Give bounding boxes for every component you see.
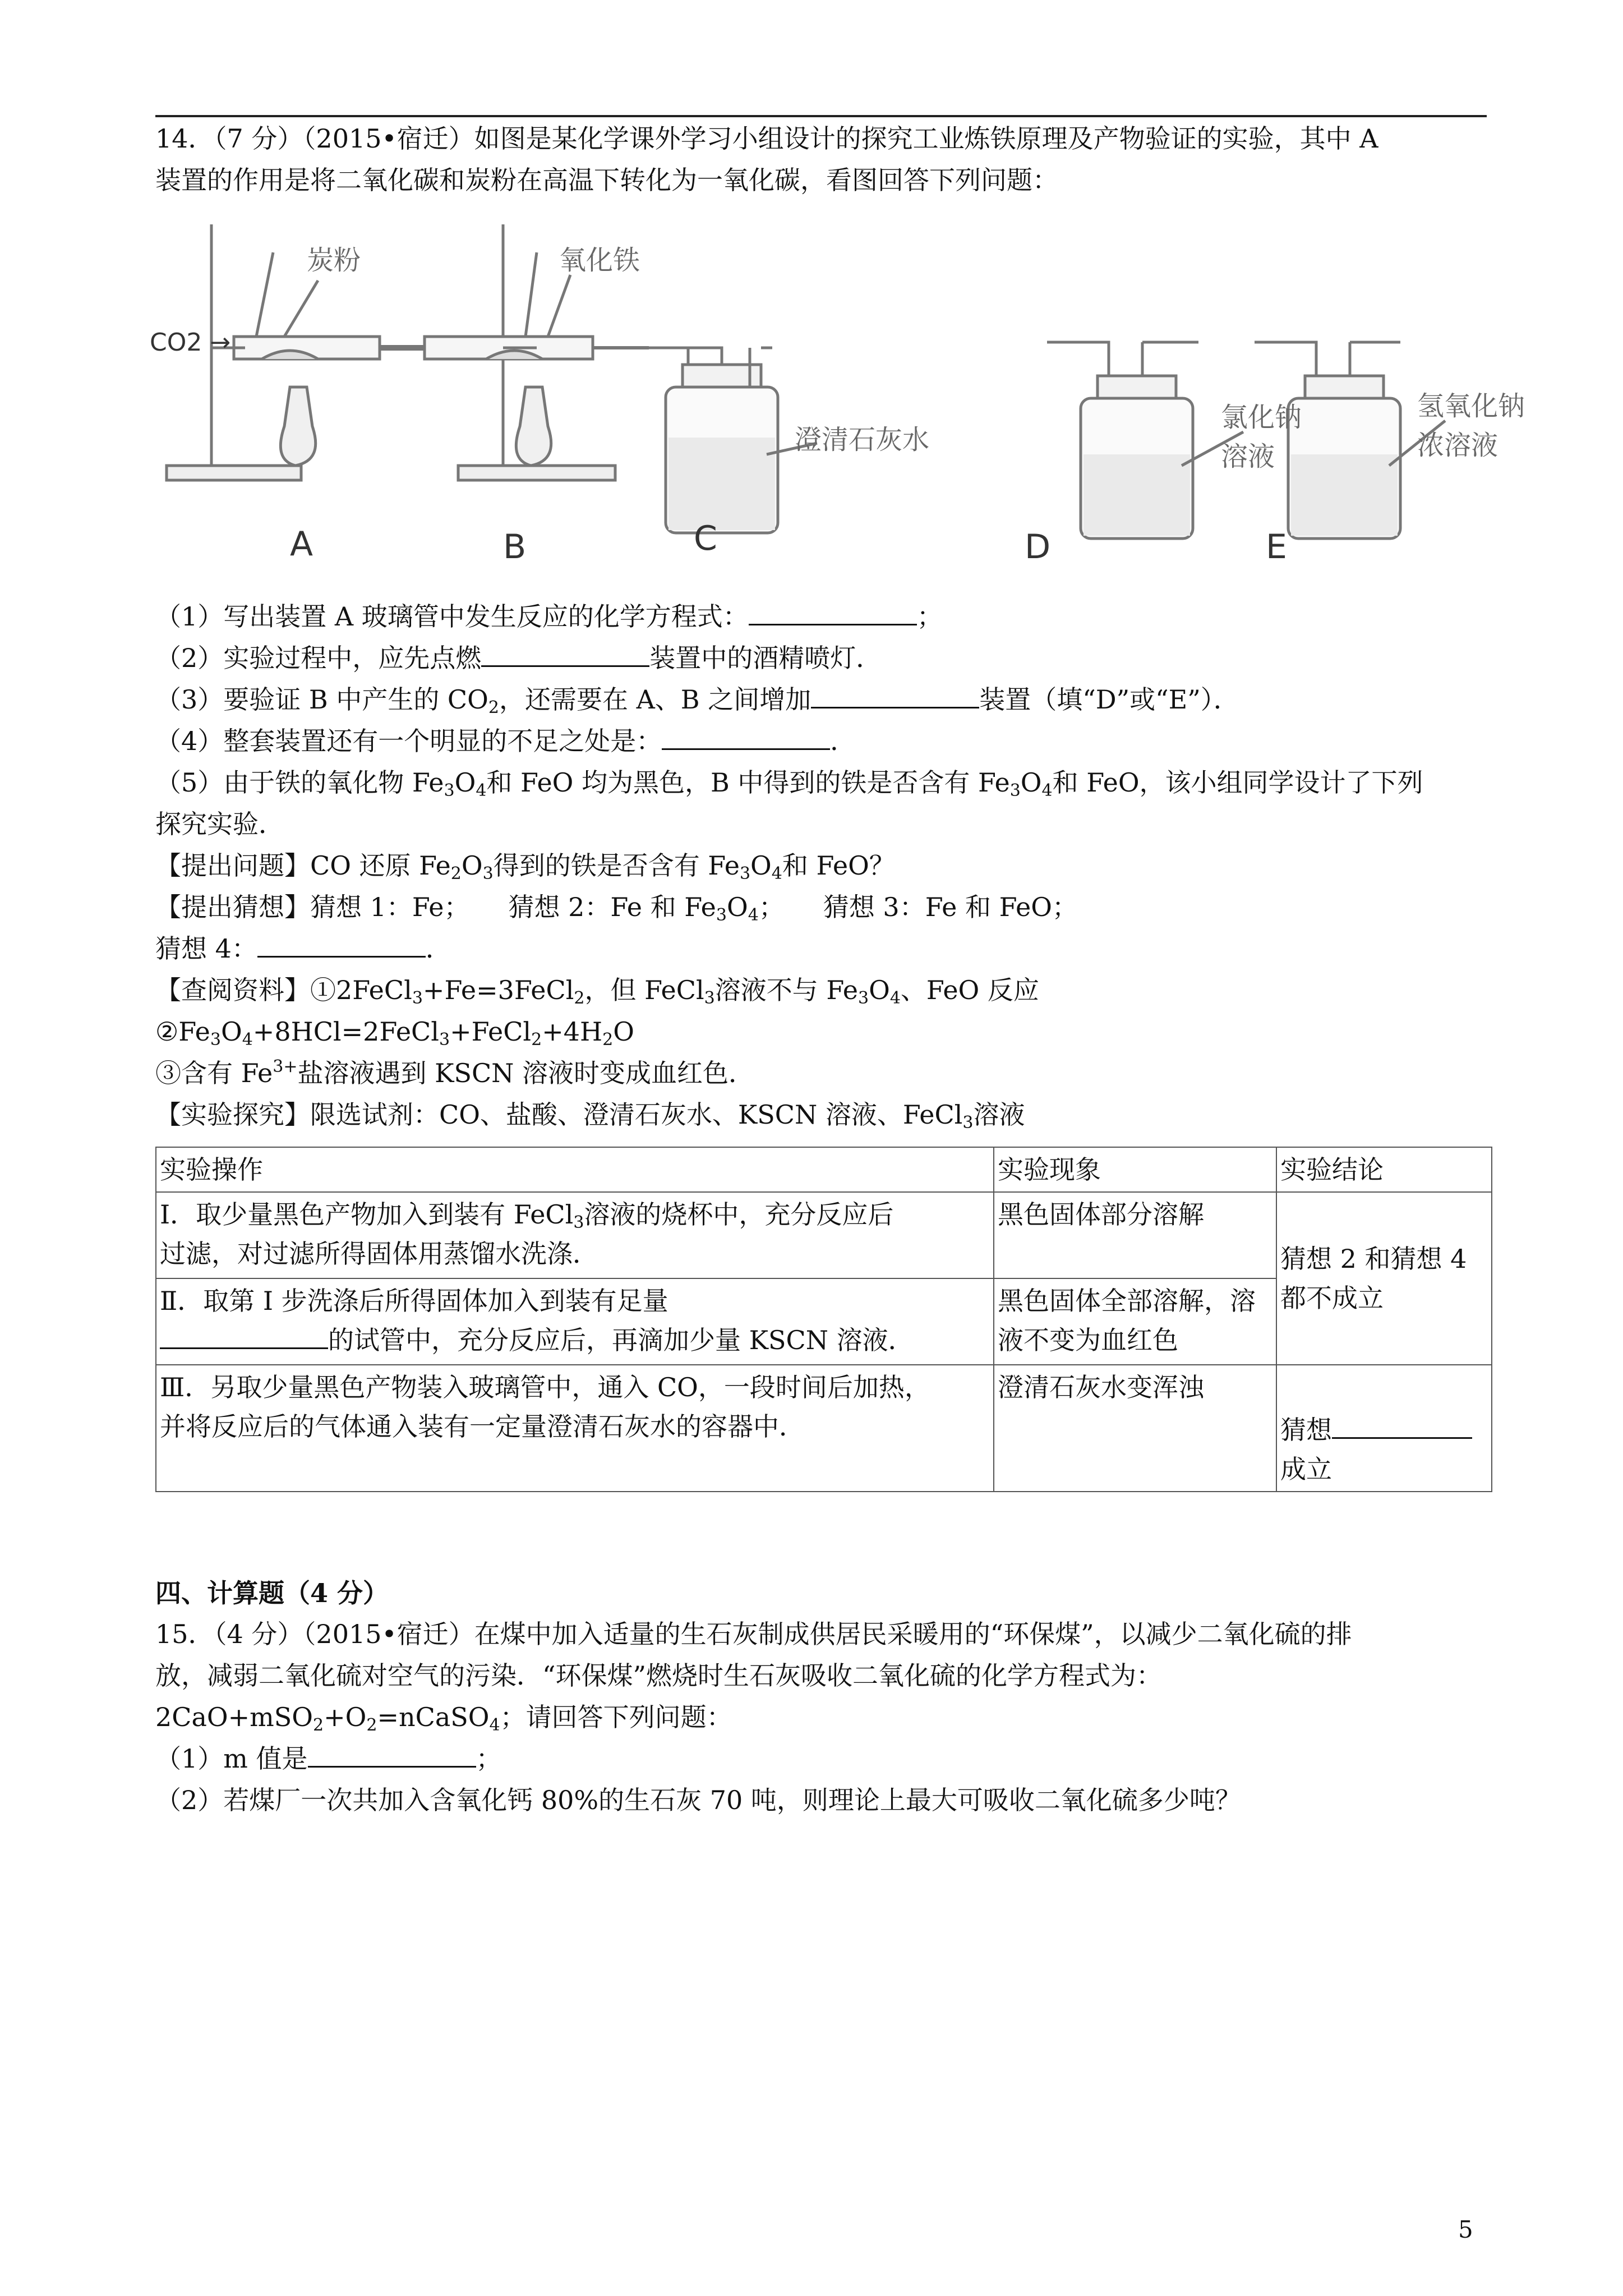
- letter-e: E: [1266, 527, 1287, 567]
- tanfen-label: 炭粉: [307, 245, 361, 276]
- answer-blank[interactable]: [481, 639, 649, 667]
- naoh-label-2: 浓溶液: [1417, 430, 1498, 461]
- q14-line-1: 14．（7 分）（2015•宿迁）如图是某化学课外学习小组设计的探究工业炼铁原理及产物验证的实验，其中 A: [155, 123, 1378, 154]
- co2-label: CO2 →: [150, 328, 231, 357]
- answer-blank[interactable]: [662, 723, 830, 750]
- q14-part-4: （4）整套装置还有一个明显的不足之处是： ．: [155, 721, 856, 761]
- row3-operation: Ⅲ．另取少量黑色产物装入玻璃管中，通入 CO，一段时间后加热， 并将反应后的气体通入装有一定量澄清石灰水的容器中．: [156, 1365, 994, 1492]
- q14-line-2: 装置的作用是将二氧化碳和炭粉在高温下转化为一氧化碳，看图回答下列问题：: [155, 165, 1058, 195]
- experiment-table: [155, 1147, 1492, 1492]
- table-row: [156, 1365, 1492, 1492]
- table-header-row: [156, 1147, 1492, 1192]
- fe2o3-label: 氧化铁: [559, 245, 640, 276]
- table-row: [156, 1192, 1492, 1278]
- top-rule: [155, 115, 1487, 117]
- page-number: 5: [1458, 2216, 1473, 2243]
- q14-part-3: （3）要验证 B 中产生的 $CO_2$，还需要在 A、B 之间增加 装置（填“D”或“E”）．: [155, 680, 1239, 719]
- letter-a: A: [290, 524, 313, 564]
- letter-b: B: [503, 527, 527, 567]
- apparatus-diagram: [150, 219, 1525, 578]
- limewater-label: 澄清石灰水: [795, 424, 930, 455]
- answer-blank[interactable]: [257, 930, 426, 958]
- q14-part-2: （2）实验过程中，应先点燃 装置中的酒精喷灯．: [155, 638, 882, 678]
- letter-c: C: [694, 519, 717, 558]
- letter-d: D: [1025, 527, 1051, 567]
- nacl-label-2: 溶液: [1221, 441, 1275, 472]
- row12-conclusion: 猜想 2 和猜想 4 都不成立: [1276, 1192, 1492, 1365]
- naoh-label-1: 氢氧化钠: [1417, 390, 1525, 422]
- q14-part-5: （5）由于铁的氧化物 $Fe_3O_4$和 FeO 均为黑色，B 中得到的铁是否含有 $Fe_3O_4$和 FeO，该小组同学设计了下列: [155, 767, 1423, 800]
- section-4-heading: 四、计算题（4 分）: [155, 1578, 389, 1608]
- hypothesis-4: 猜想 4： ．: [155, 929, 451, 968]
- answer-blank[interactable]: [1332, 1411, 1472, 1439]
- header-phenomenon: 实验现象: [994, 1147, 1276, 1192]
- row3-conclusion: 猜想 成立: [1276, 1365, 1492, 1492]
- row2-operation: Ⅱ．取第 I 步洗涤后所得固体加入到装有足量 的试管中，充分反应后，再滴加少量 KSCN 溶液．: [156, 1278, 994, 1365]
- nacl-label-1: 氯化钠: [1221, 402, 1302, 433]
- hypotheses: 【提出猜想】猜想 1：Fe； 猜想 2：Fe 和 $Fe_3O_4$； 猜想 3：Fe 和 FeO；: [155, 892, 1078, 925]
- explore-reagents: 【实验探究】限选试剂：CO、盐酸、澄清石灰水、KSCN 溶液、FeCl$_3$溶液: [155, 1099, 1025, 1133]
- q15-line-1: 15．（4 分）（2015•宿迁）在煤中加入适量的生石灰制成供居民采暖用的“环保煤”，以减少二氧化硫的排: [155, 1619, 1352, 1649]
- reference-2: $②Fe_3O_4+8HCl=2FeCl_3+FeCl_2+4H_2O$: [155, 1016, 634, 1050]
- header-conclusion: 实验结论: [1276, 1147, 1492, 1192]
- q14-part-1: （1）写出装置 A 玻璃管中发生反应的化学方程式： ；: [155, 597, 943, 636]
- q15-equation: $2CaO+mSO_2+O_2=nCaSO_4$；请回答下列问题：: [155, 1702, 732, 1735]
- reference-3: ③含有 $Fe^{3+}$盐溶液遇到 KSCN 溶液时变成血红色．: [155, 1057, 755, 1088]
- q15-line-2: 放，减弱二氧化硫对空气的污染．“环保煤”燃烧时生石灰吸收二氧化硫的化学方程式为：: [155, 1660, 1163, 1691]
- q14-part-5-cont: 探究实验．: [155, 809, 284, 839]
- header-operation: 实验操作: [156, 1147, 994, 1192]
- answer-blank[interactable]: [308, 1740, 476, 1768]
- row3-phenomenon: 澄清石灰水变浑浊: [994, 1365, 1276, 1492]
- answer-blank[interactable]: [160, 1322, 328, 1349]
- reference-1: 【查阅资料】①2FeCl$_3$+Fe=3FeCl$_2$，但 FeCl$_3$溶液不与 $Fe_3O_4$、FeO 反应: [155, 975, 1039, 1008]
- apparatus-figure: [150, 219, 1525, 578]
- row1-operation: Ⅰ．取少量黑色产物加入到装有 FeCl$_3$溶液的烧杯中，充分反应后 过滤，对过滤所得固体用蒸馏水洗涤．: [156, 1192, 994, 1278]
- q15-part-2: （2）若煤厂一次共加入含氧化钙 80%的生石灰 70 吨，则理论上最大可吸收二氧化硫多少吨？: [155, 1785, 1241, 1815]
- answer-blank[interactable]: [749, 598, 917, 625]
- answer-blank[interactable]: [811, 681, 979, 708]
- ask-question: 【提出问题】CO 还原 $Fe_2O_3$得到的铁是否含有 $Fe_3O_4$和 FeO？: [155, 850, 895, 884]
- q15-part-1: （1）m 值是 ；: [155, 1739, 502, 1778]
- row1-phenomenon: 黑色固体部分溶解: [994, 1192, 1276, 1278]
- row2-phenomenon: 黑色固体全部溶解，溶 液不变为血红色: [994, 1278, 1276, 1365]
